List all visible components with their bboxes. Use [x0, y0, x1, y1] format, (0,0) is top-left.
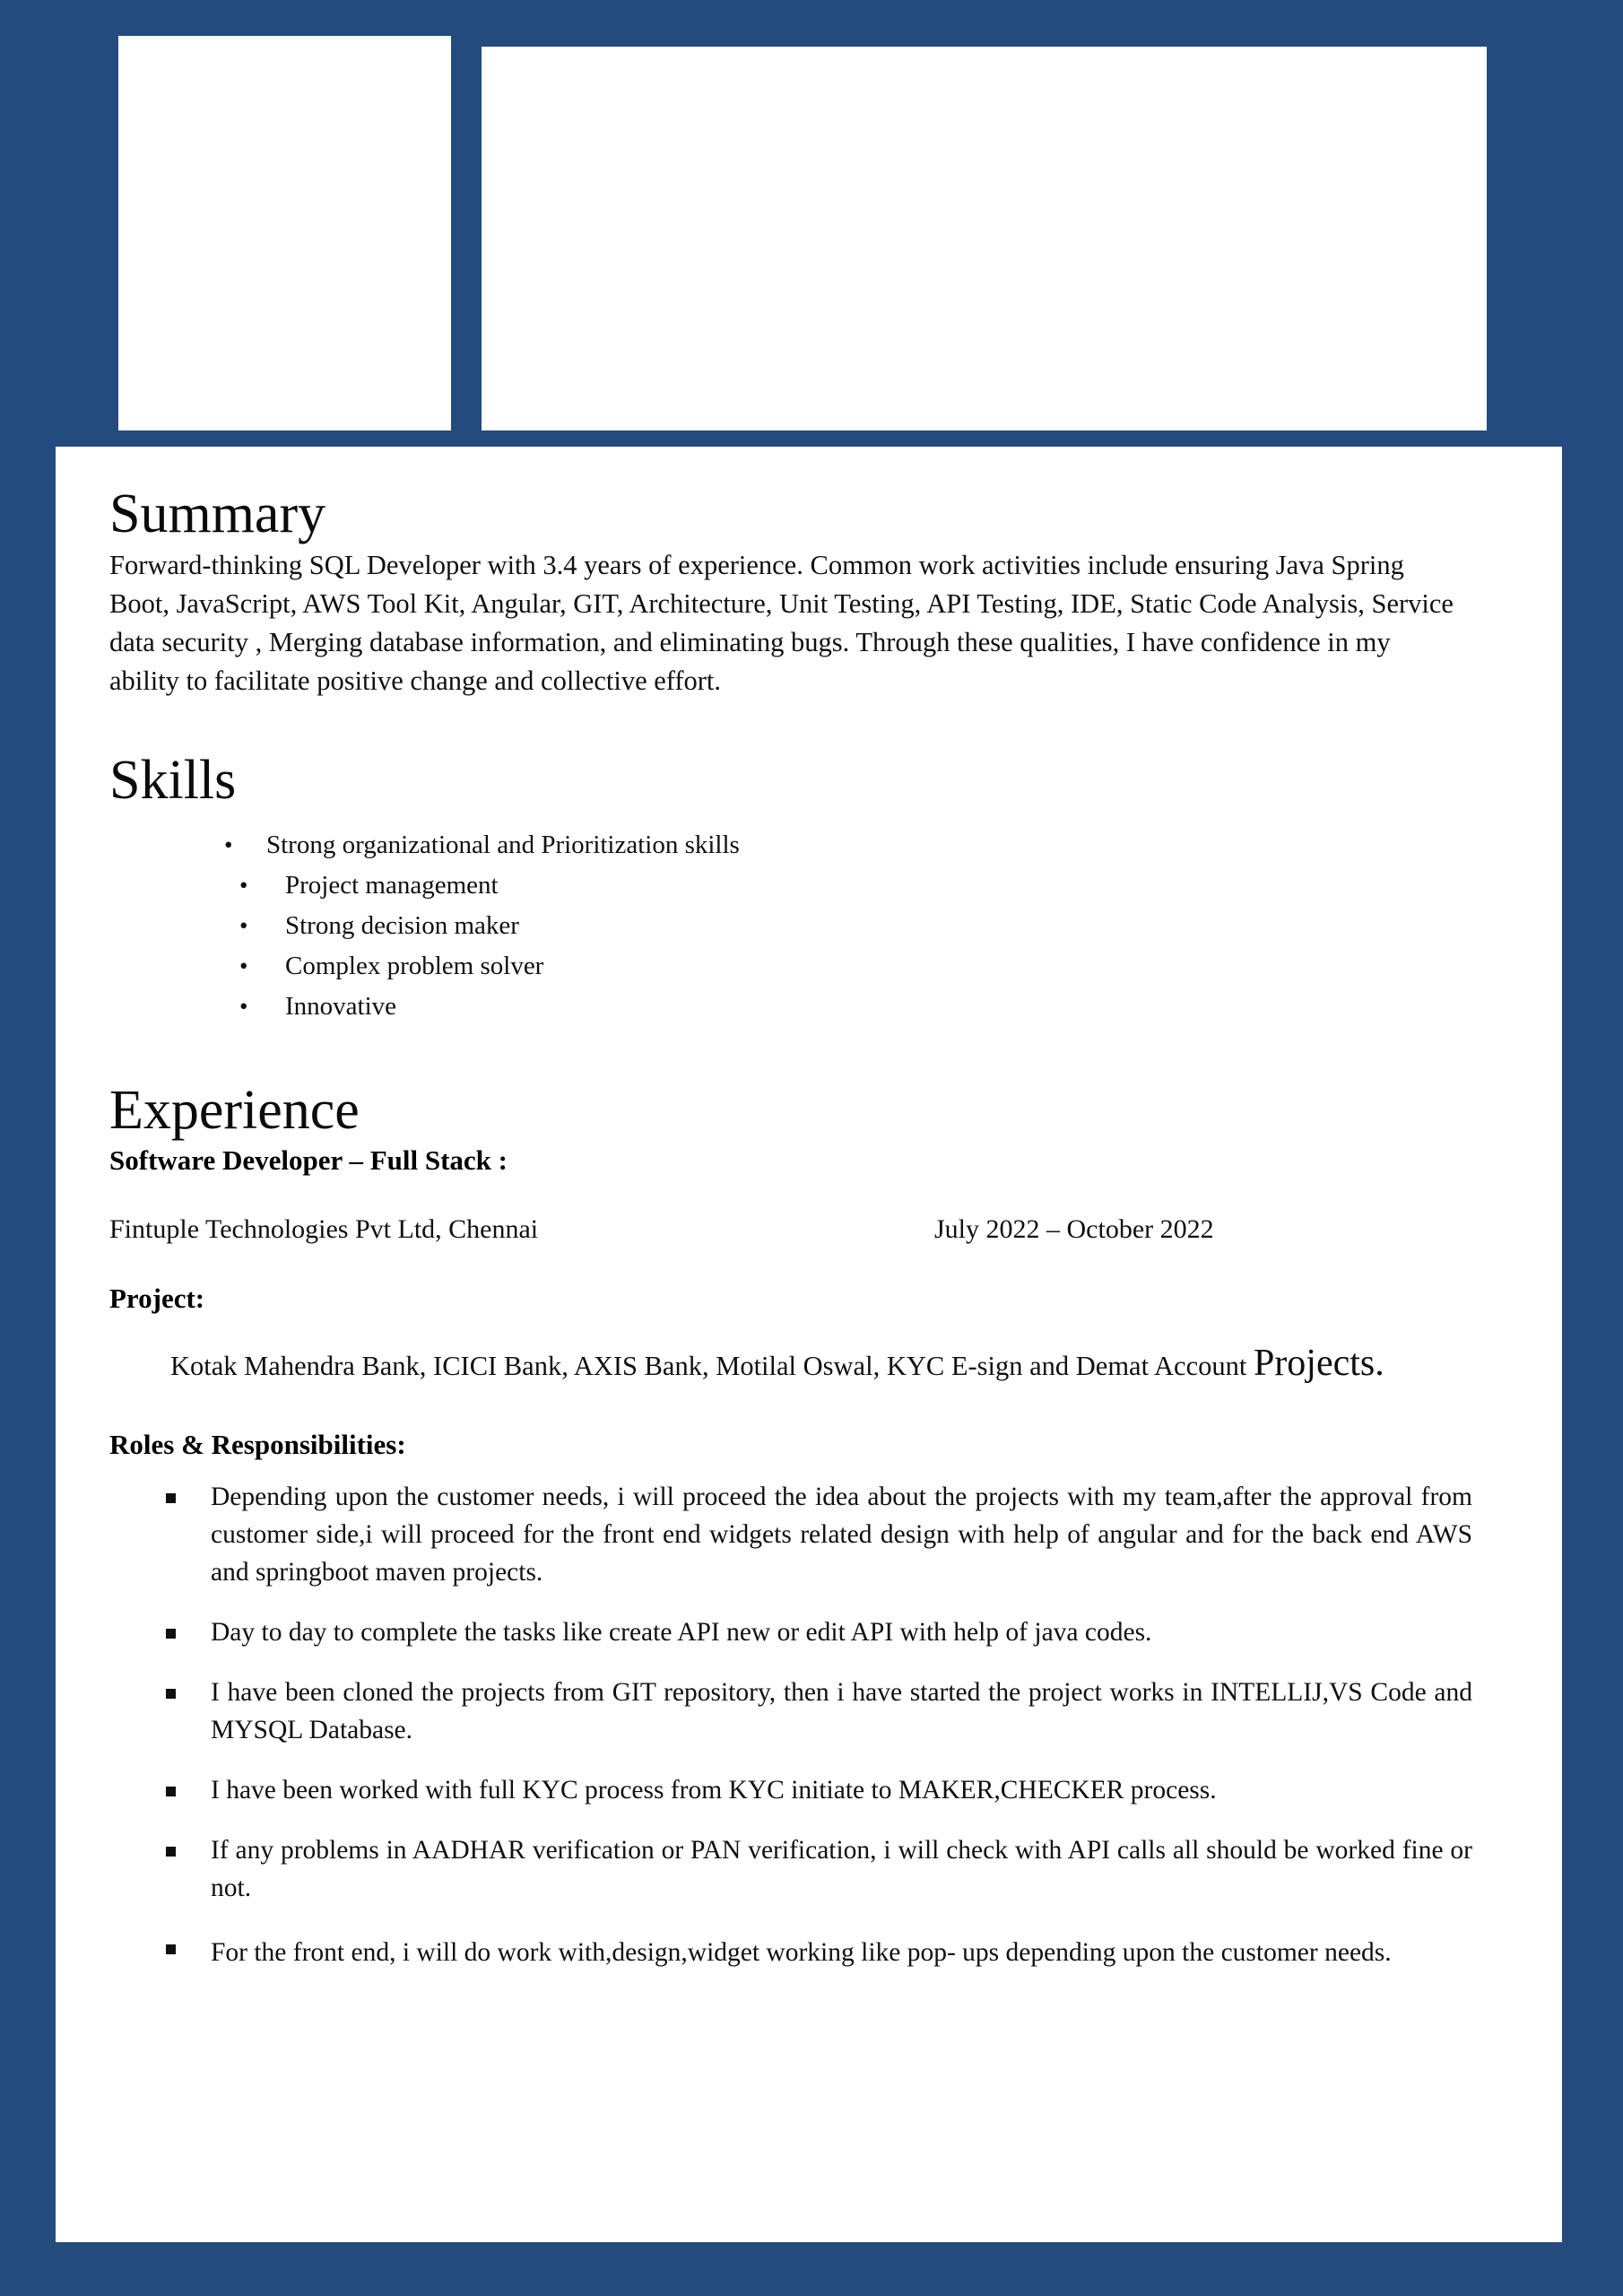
skill-item: • Strong decision maker [109, 906, 1508, 946]
skill-item: • Strong organizational and Prioritization skills [109, 825, 1508, 865]
role-item: I have been cloned the projects from GIT repository, then i have started the project works in INTELLIJ,VS Code and MYSQL Database. [109, 1674, 1472, 1749]
section-heading-summary: Summary [109, 483, 326, 544]
skills-list [109, 825, 1508, 1027]
resume-content-panel [56, 447, 1562, 2242]
resume-header-band [0, 0, 1623, 447]
project-word-projects: Projects. [1253, 1342, 1384, 1384]
skill-item: • Project management [109, 865, 1508, 906]
summary-paragraph: Forward-thinking SQL Developer with 3.4 years of experience. Common work activities include ensuring Java Spring Boot, JavaScript, AWS Tool Kit, Angular, GIT, Architecture, Unit Testing, API Testing, IDE, Static Code Analysis, Service data security , Merging database information, and eliminating bugs. Through these qualities, I have confidence in my ability to facilitate positive change and collective effort. [109, 550, 1454, 697]
section-heading-experience: Experience [109, 1080, 360, 1142]
section-heading-skills: Skills [109, 750, 237, 812]
role-item: If any problems in AADHAR verification or PAN verification, i will check with API calls all should be worked fine or not. [109, 1831, 1472, 1907]
photo-placeholder-box [118, 36, 451, 430]
name-contact-placeholder-box [482, 47, 1487, 430]
job-company-dates-row [109, 1212, 1508, 1248]
skill-item: • Innovative [109, 987, 1508, 1027]
project-clients-text: Kotak Mahendra Bank, ICICI Bank, AXIS Bank, Motilal Oswal, KYC E-sign and Demat Account [170, 1350, 1254, 1381]
roles-responsibilities-label: Roles & Responsibilities: [109, 1428, 406, 1460]
job-title: Software Developer – Full Stack : [109, 1144, 508, 1176]
project-label: Project: [109, 1282, 205, 1314]
role-item: I have been worked with full KYC process from KYC initiate to MAKER,CHECKER process. [109, 1771, 1472, 1809]
role-item: For the front end, i will do work with,design,widget working like pop- ups depending upon the customer needs. [109, 1929, 1472, 1976]
project-description [109, 1339, 1463, 1390]
role-item: Day to day to complete the tasks like create API new or edit API with help of java codes. [109, 1613, 1472, 1651]
job-company: Fintuple Technologies Pvt Ltd, Chennai [109, 1213, 539, 1244]
role-item: Depending upon the customer needs, i will proceed the idea about the projects with my team,after the approval from customer side,i will proceed for the front end widgets related design with help of angular and for the back end AWS and springboot maven projects. [109, 1478, 1472, 1591]
skill-item: • Complex problem solver [109, 946, 1508, 987]
job-dates: July 2022 – October 2022 [934, 1213, 1214, 1244]
roles-responsibilities-list [109, 1478, 1472, 1976]
